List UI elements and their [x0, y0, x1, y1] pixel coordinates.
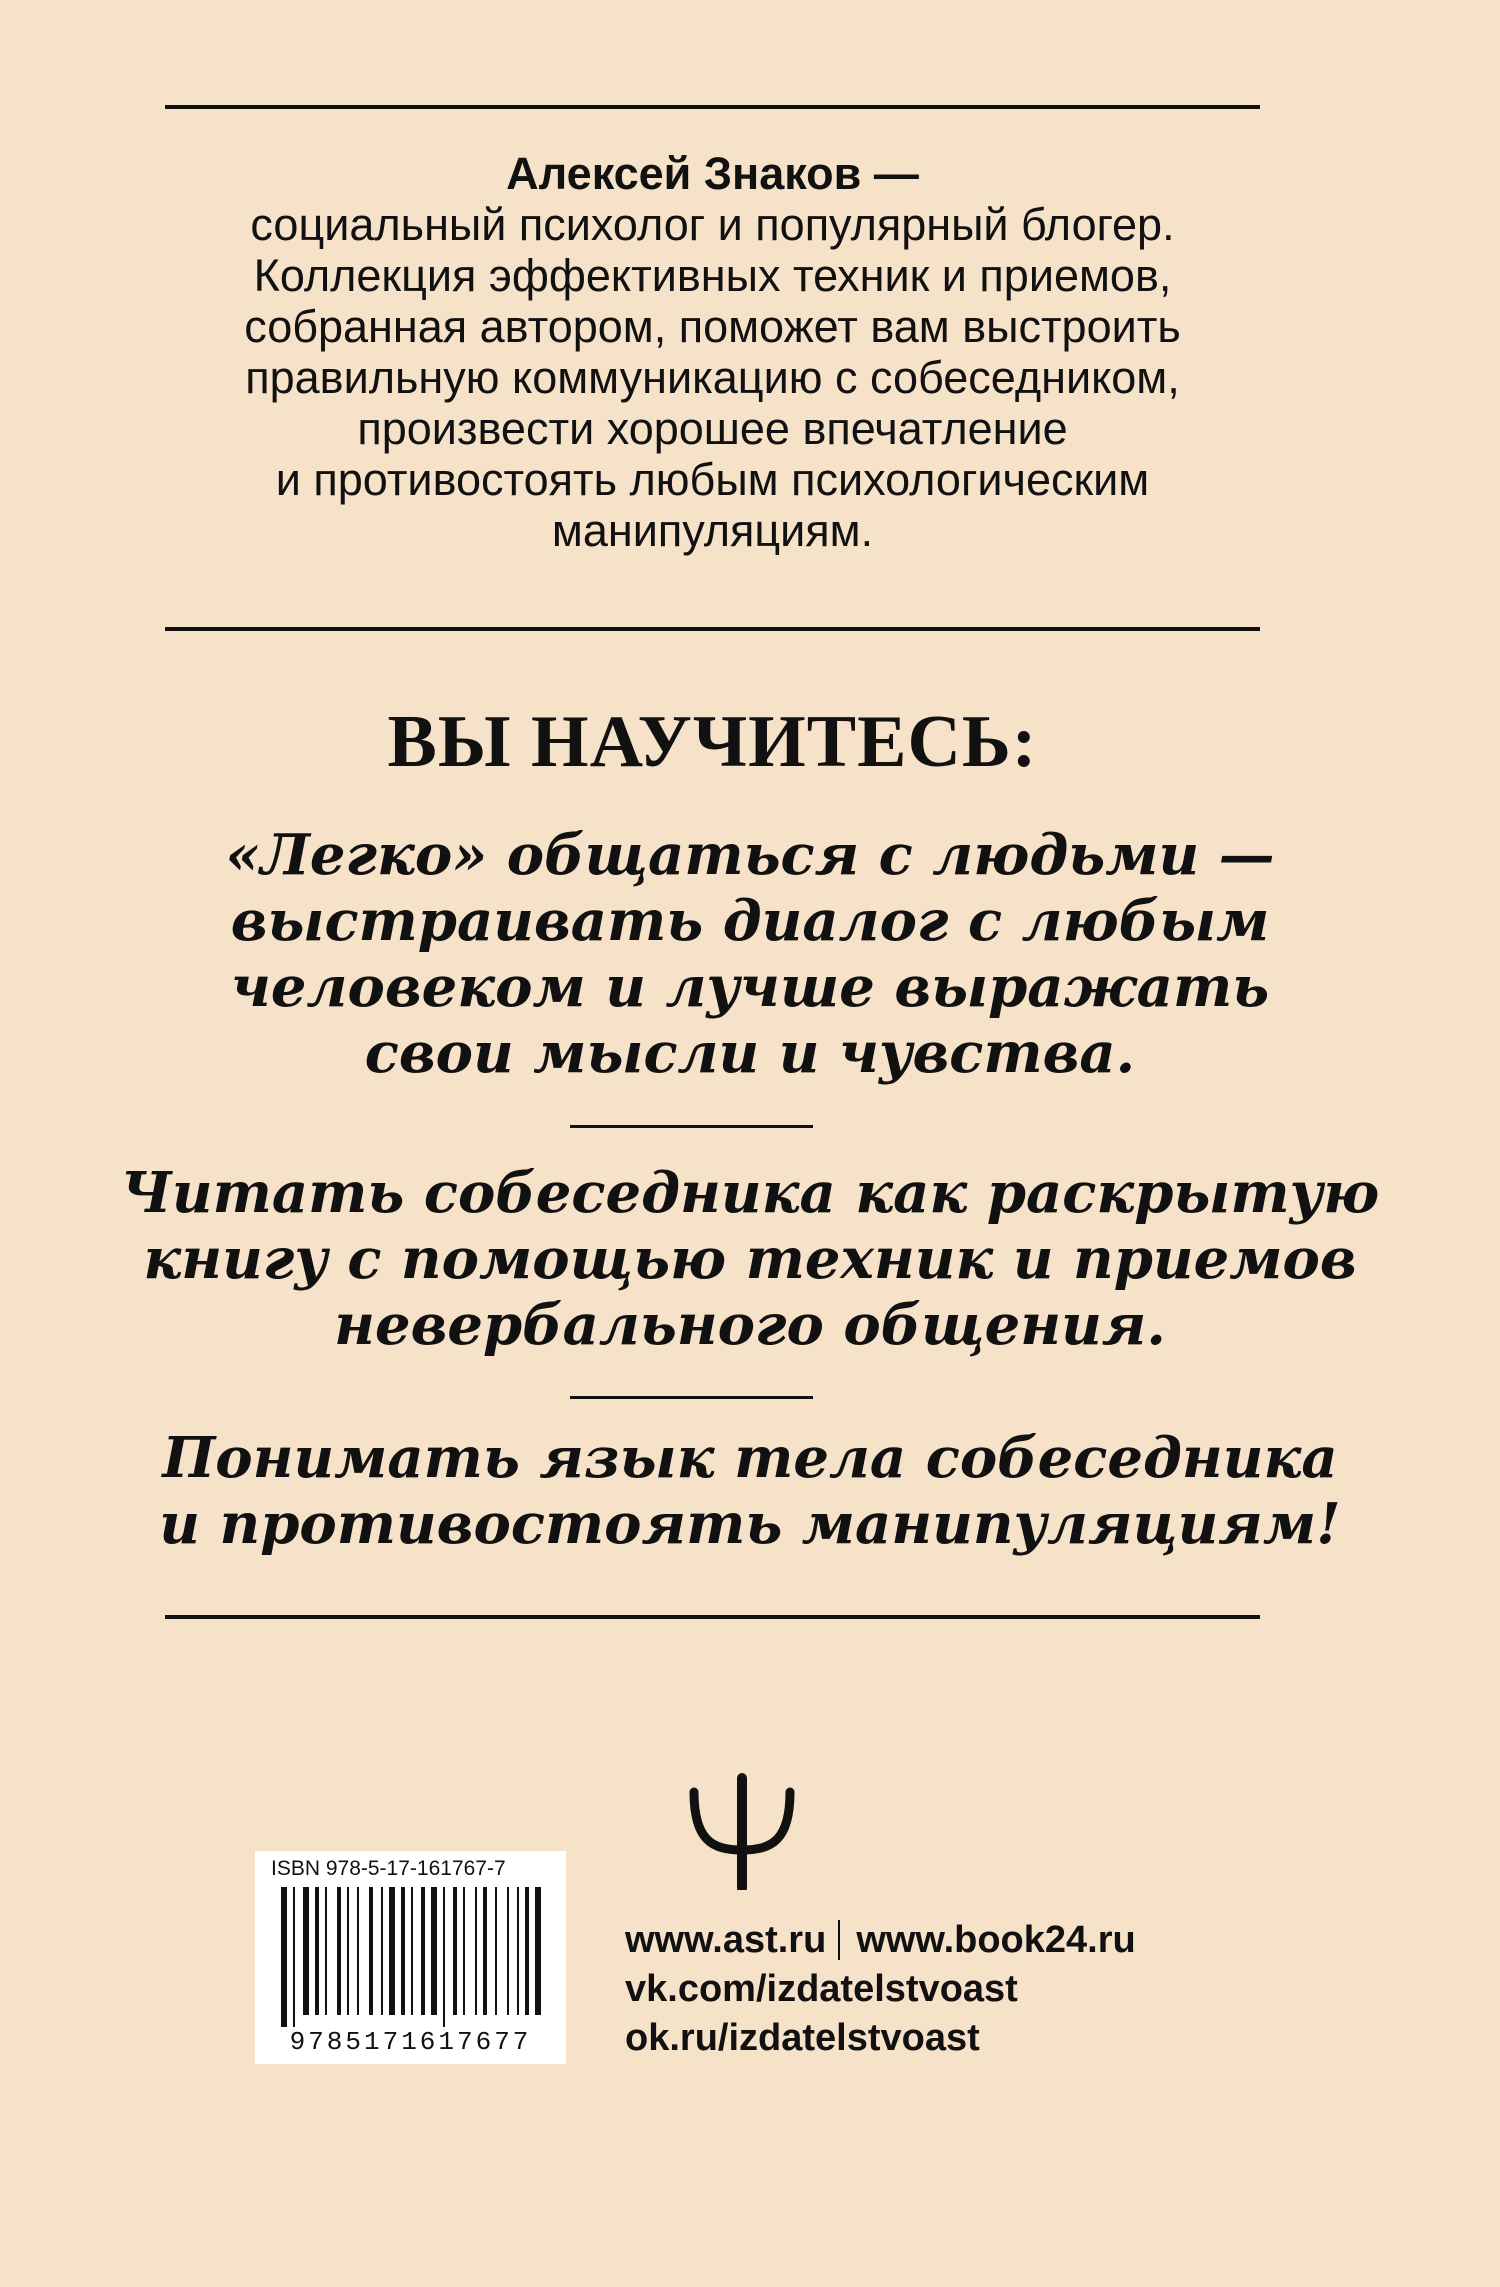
publisher-links: [625, 1916, 1136, 2063]
barcode-bar: [411, 1887, 413, 2015]
author-divider: [165, 627, 1260, 631]
barcode-bar: [357, 1887, 359, 2015]
learn-point-2: [100, 1160, 1400, 1358]
author-name: Алексей Знаков —: [506, 148, 919, 199]
barcode-bars: [281, 1887, 541, 2027]
barcode-bar: [315, 1887, 319, 2015]
point-line: человеком и лучше выражать: [230, 954, 1270, 1020]
author-line: Коллекция эффективных техник и приемов,: [253, 250, 1172, 301]
point-line: и противостоять манипуляциям!: [159, 1491, 1341, 1557]
barcode-bar: [525, 1887, 529, 2015]
top-divider: [165, 105, 1260, 109]
author-line: и противостоять любым психологическим: [275, 454, 1150, 505]
point-divider: [570, 1125, 813, 1128]
isbn-label: ISBN 978-5-17-161767-7: [271, 1857, 506, 1880]
psi-icon: [682, 1770, 802, 1890]
website-row: [625, 1916, 1136, 1965]
barcode-bar: [463, 1887, 465, 2015]
author-line: правильную коммуникацию с собеседником,: [245, 352, 1180, 403]
barcode-bar: [281, 1887, 287, 2027]
author-line: собранная автором, поможет вам выстроить: [244, 301, 1181, 352]
barcode-bar: [347, 1887, 349, 2015]
point-line: невербального общения.: [334, 1292, 1166, 1358]
author-line: социальный психолог и популярный блогер.: [250, 199, 1175, 250]
barcode-bar: [483, 1887, 487, 2015]
barcode-bar: [507, 1887, 509, 2015]
barcode-digits: 9785171617677: [289, 2027, 532, 2057]
barcode-bar: [443, 1887, 445, 2027]
point-line: «Легко» общаться с людьми —: [225, 822, 1275, 888]
barcode-bar: [517, 1887, 519, 2015]
barcode-bar: [325, 1887, 327, 2015]
barcode-bar: [389, 1887, 395, 2015]
author-line: манипуляциям.: [551, 505, 874, 556]
link-separator: [838, 1920, 840, 1960]
author-line: произвести хорошее впечатление: [357, 403, 1068, 454]
ok-link[interactable]: ok.ru/izdatelstvoast: [625, 2017, 980, 2059]
barcode-bar: [495, 1887, 497, 2015]
author-blurb: [165, 148, 1260, 556]
learn-point-1: [100, 822, 1400, 1086]
barcode: [255, 1851, 566, 2064]
point-divider: [570, 1396, 813, 1399]
vk-link[interactable]: vk.com/izdatelstvoast: [625, 1968, 1018, 2010]
point-line: Понимать язык тела собеседника: [162, 1425, 1338, 1491]
point-line: выстраивать диалог с любым: [230, 888, 1270, 954]
point-line: Читать собеседника как раскрытую: [120, 1160, 1380, 1226]
barcode-bar: [369, 1887, 373, 2015]
barcode-bar: [401, 1887, 405, 2015]
ast-link[interactable]: www.ast.ru: [625, 1919, 827, 1961]
learn-point-3: [100, 1425, 1400, 1557]
barcode-bar: [303, 1887, 309, 2015]
barcode-bar: [535, 1887, 541, 2015]
point-line: свои мысли и чувства.: [364, 1020, 1136, 1086]
barcode-bar: [337, 1887, 341, 2015]
learn-heading: ВЫ НАУЧИТЕСЬ:: [387, 701, 1038, 783]
book24-link[interactable]: www.book24.ru: [856, 1919, 1136, 1961]
bottom-divider: [165, 1615, 1260, 1619]
barcode-bar: [421, 1887, 425, 2015]
barcode-bar: [431, 1887, 437, 2015]
point-line: книгу с помощью техник и приемов: [143, 1226, 1357, 1292]
barcode-bar: [293, 1887, 295, 2027]
barcode-bar: [475, 1887, 477, 2015]
barcode-bar: [453, 1887, 457, 2015]
barcode-bar: [381, 1887, 383, 2015]
